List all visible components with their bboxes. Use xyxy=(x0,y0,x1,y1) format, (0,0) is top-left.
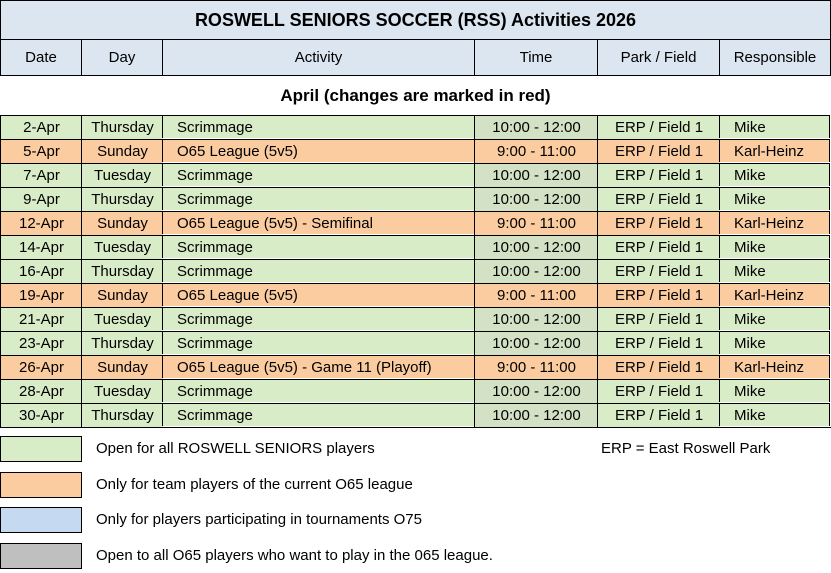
cell-park: ERP / Field 1 xyxy=(597,403,720,427)
cell-park: ERP / Field 1 xyxy=(597,187,720,211)
table-row xyxy=(0,355,831,379)
cell-park: ERP / Field 1 xyxy=(597,211,720,235)
cell-responsible: Mike xyxy=(719,187,830,210)
table-row xyxy=(0,235,831,259)
cell-activity: O65 League (5v5) - Semifinal xyxy=(162,211,474,234)
cell-park: ERP / Field 1 xyxy=(597,331,720,355)
table-row xyxy=(0,139,831,163)
cell-date: 9-Apr xyxy=(0,187,82,211)
cell-date: 2-Apr xyxy=(0,115,82,139)
cell-day: Tuesday xyxy=(81,235,163,259)
cell-responsible: Mike xyxy=(719,331,830,354)
legend-text: Only for players participating in tournaments O75 xyxy=(96,511,422,528)
table-header xyxy=(0,39,831,76)
cell-date: 21-Apr xyxy=(0,307,82,331)
cell-day: Sunday xyxy=(81,139,163,163)
month-heading: April (changes are marked in red) xyxy=(280,86,551,105)
header-date: Date xyxy=(0,39,82,76)
legend-text: Open for all ROSWELL SENIORS players xyxy=(96,440,375,457)
cell-activity: Scrimmage xyxy=(162,163,474,186)
cell-day: Thursday xyxy=(81,331,163,355)
cell-date: 16-Apr xyxy=(0,259,82,283)
cell-activity: Scrimmage xyxy=(162,259,474,282)
cell-activity: Scrimmage xyxy=(162,235,474,258)
page-title: ROSWELL SENIORS SOCCER (RSS) Activities 2026 xyxy=(0,0,831,40)
cell-park: ERP / Field 1 xyxy=(597,163,720,187)
cell-date: 19-Apr xyxy=(0,283,82,307)
legend-text: Only for team players of the current O65 league xyxy=(96,476,413,493)
cell-park: ERP / Field 1 xyxy=(597,307,720,331)
header-activity: Activity xyxy=(162,39,475,76)
cell-park: ERP / Field 1 xyxy=(597,235,720,259)
legend-item xyxy=(0,507,831,537)
table-bottom-border xyxy=(0,427,831,428)
cell-activity: O65 League (5v5) - Game 11 (Playoff) xyxy=(162,355,474,378)
cell-day: Tuesday xyxy=(81,307,163,331)
cell-day: Thursday xyxy=(81,187,163,211)
cell-responsible: Karl-Heinz xyxy=(719,211,830,234)
cell-activity: Scrimmage xyxy=(162,379,474,402)
cell-park: ERP / Field 1 xyxy=(597,283,720,307)
cell-date: 12-Apr xyxy=(0,211,82,235)
cell-time: 10:00 - 12:00 xyxy=(474,187,598,211)
erp-note: ERP = East Roswell Park xyxy=(601,440,771,457)
table-row xyxy=(0,331,831,355)
cell-responsible: Karl-Heinz xyxy=(719,355,830,378)
cell-responsible: Karl-Heinz xyxy=(719,139,830,162)
cell-park: ERP / Field 1 xyxy=(597,259,720,283)
cell-activity: O65 League (5v5) xyxy=(162,139,474,162)
cell-responsible: Mike xyxy=(719,259,830,282)
cell-responsible: Mike xyxy=(719,403,830,426)
legend-swatch xyxy=(0,436,82,462)
cell-park: ERP / Field 1 xyxy=(597,115,720,139)
cell-day: Tuesday xyxy=(81,163,163,187)
cell-day: Thursday xyxy=(81,259,163,283)
table-row xyxy=(0,163,831,187)
cell-date: 23-Apr xyxy=(0,331,82,355)
header-time: Time xyxy=(474,39,598,76)
legend-text: Open to all O65 players who want to play in the 065 league. xyxy=(96,547,493,564)
cell-time: 10:00 - 12:00 xyxy=(474,379,598,403)
header-park: Park / Field xyxy=(597,39,720,76)
cell-time: 9:00 - 11:00 xyxy=(474,283,598,307)
cell-time: 9:00 - 11:00 xyxy=(474,139,598,163)
legend-swatch xyxy=(0,472,82,498)
table-row xyxy=(0,211,831,235)
cell-activity: Scrimmage xyxy=(162,331,474,354)
table-row xyxy=(0,403,831,427)
cell-time: 10:00 - 12:00 xyxy=(474,235,598,259)
cell-time: 10:00 - 12:00 xyxy=(474,115,598,139)
cell-time: 10:00 - 12:00 xyxy=(474,259,598,283)
cell-time: 10:00 - 12:00 xyxy=(474,403,598,427)
cell-date: 26-Apr xyxy=(0,355,82,379)
legend-item xyxy=(0,436,831,466)
cell-park: ERP / Field 1 xyxy=(597,139,720,163)
cell-day: Thursday xyxy=(81,403,163,427)
table-row xyxy=(0,307,831,331)
table-row xyxy=(0,283,831,307)
table-row xyxy=(0,259,831,283)
table-row xyxy=(0,379,831,403)
table-row xyxy=(0,115,831,139)
cell-activity: O65 League (5v5) xyxy=(162,283,474,306)
cell-date: 28-Apr xyxy=(0,379,82,403)
legend-swatch xyxy=(0,507,82,533)
cell-responsible: Mike xyxy=(719,163,830,186)
cell-day: Thursday xyxy=(81,115,163,139)
cell-activity: Scrimmage xyxy=(162,187,474,210)
cell-responsible: Mike xyxy=(719,235,830,258)
legend-item xyxy=(0,472,831,502)
cell-responsible: Mike xyxy=(719,307,830,330)
cell-activity: Scrimmage xyxy=(162,115,474,138)
cell-time: 9:00 - 11:00 xyxy=(474,211,598,235)
cell-date: 5-Apr xyxy=(0,139,82,163)
cell-responsible: Mike xyxy=(719,379,830,402)
cell-activity: Scrimmage xyxy=(162,307,474,330)
cell-responsible: Mike xyxy=(719,115,830,138)
cell-park: ERP / Field 1 xyxy=(597,355,720,379)
cell-activity: Scrimmage xyxy=(162,403,474,426)
legend-swatch xyxy=(0,543,82,569)
cell-date: 14-Apr xyxy=(0,235,82,259)
cell-day: Sunday xyxy=(81,211,163,235)
cell-day: Sunday xyxy=(81,283,163,307)
legend-item xyxy=(0,543,831,573)
cell-park: ERP / Field 1 xyxy=(597,379,720,403)
cell-time: 10:00 - 12:00 xyxy=(474,163,598,187)
cell-day: Sunday xyxy=(81,355,163,379)
header-responsible: Responsible xyxy=(719,39,831,76)
cell-time: 10:00 - 12:00 xyxy=(474,307,598,331)
header-day: Day xyxy=(81,39,163,76)
cell-day: Tuesday xyxy=(81,379,163,403)
cell-time: 10:00 - 12:00 xyxy=(474,331,598,355)
cell-time: 9:00 - 11:00 xyxy=(474,355,598,379)
table-row xyxy=(0,187,831,211)
cell-responsible: Karl-Heinz xyxy=(719,283,830,306)
cell-date: 30-Apr xyxy=(0,403,82,427)
cell-date: 7-Apr xyxy=(0,163,82,187)
